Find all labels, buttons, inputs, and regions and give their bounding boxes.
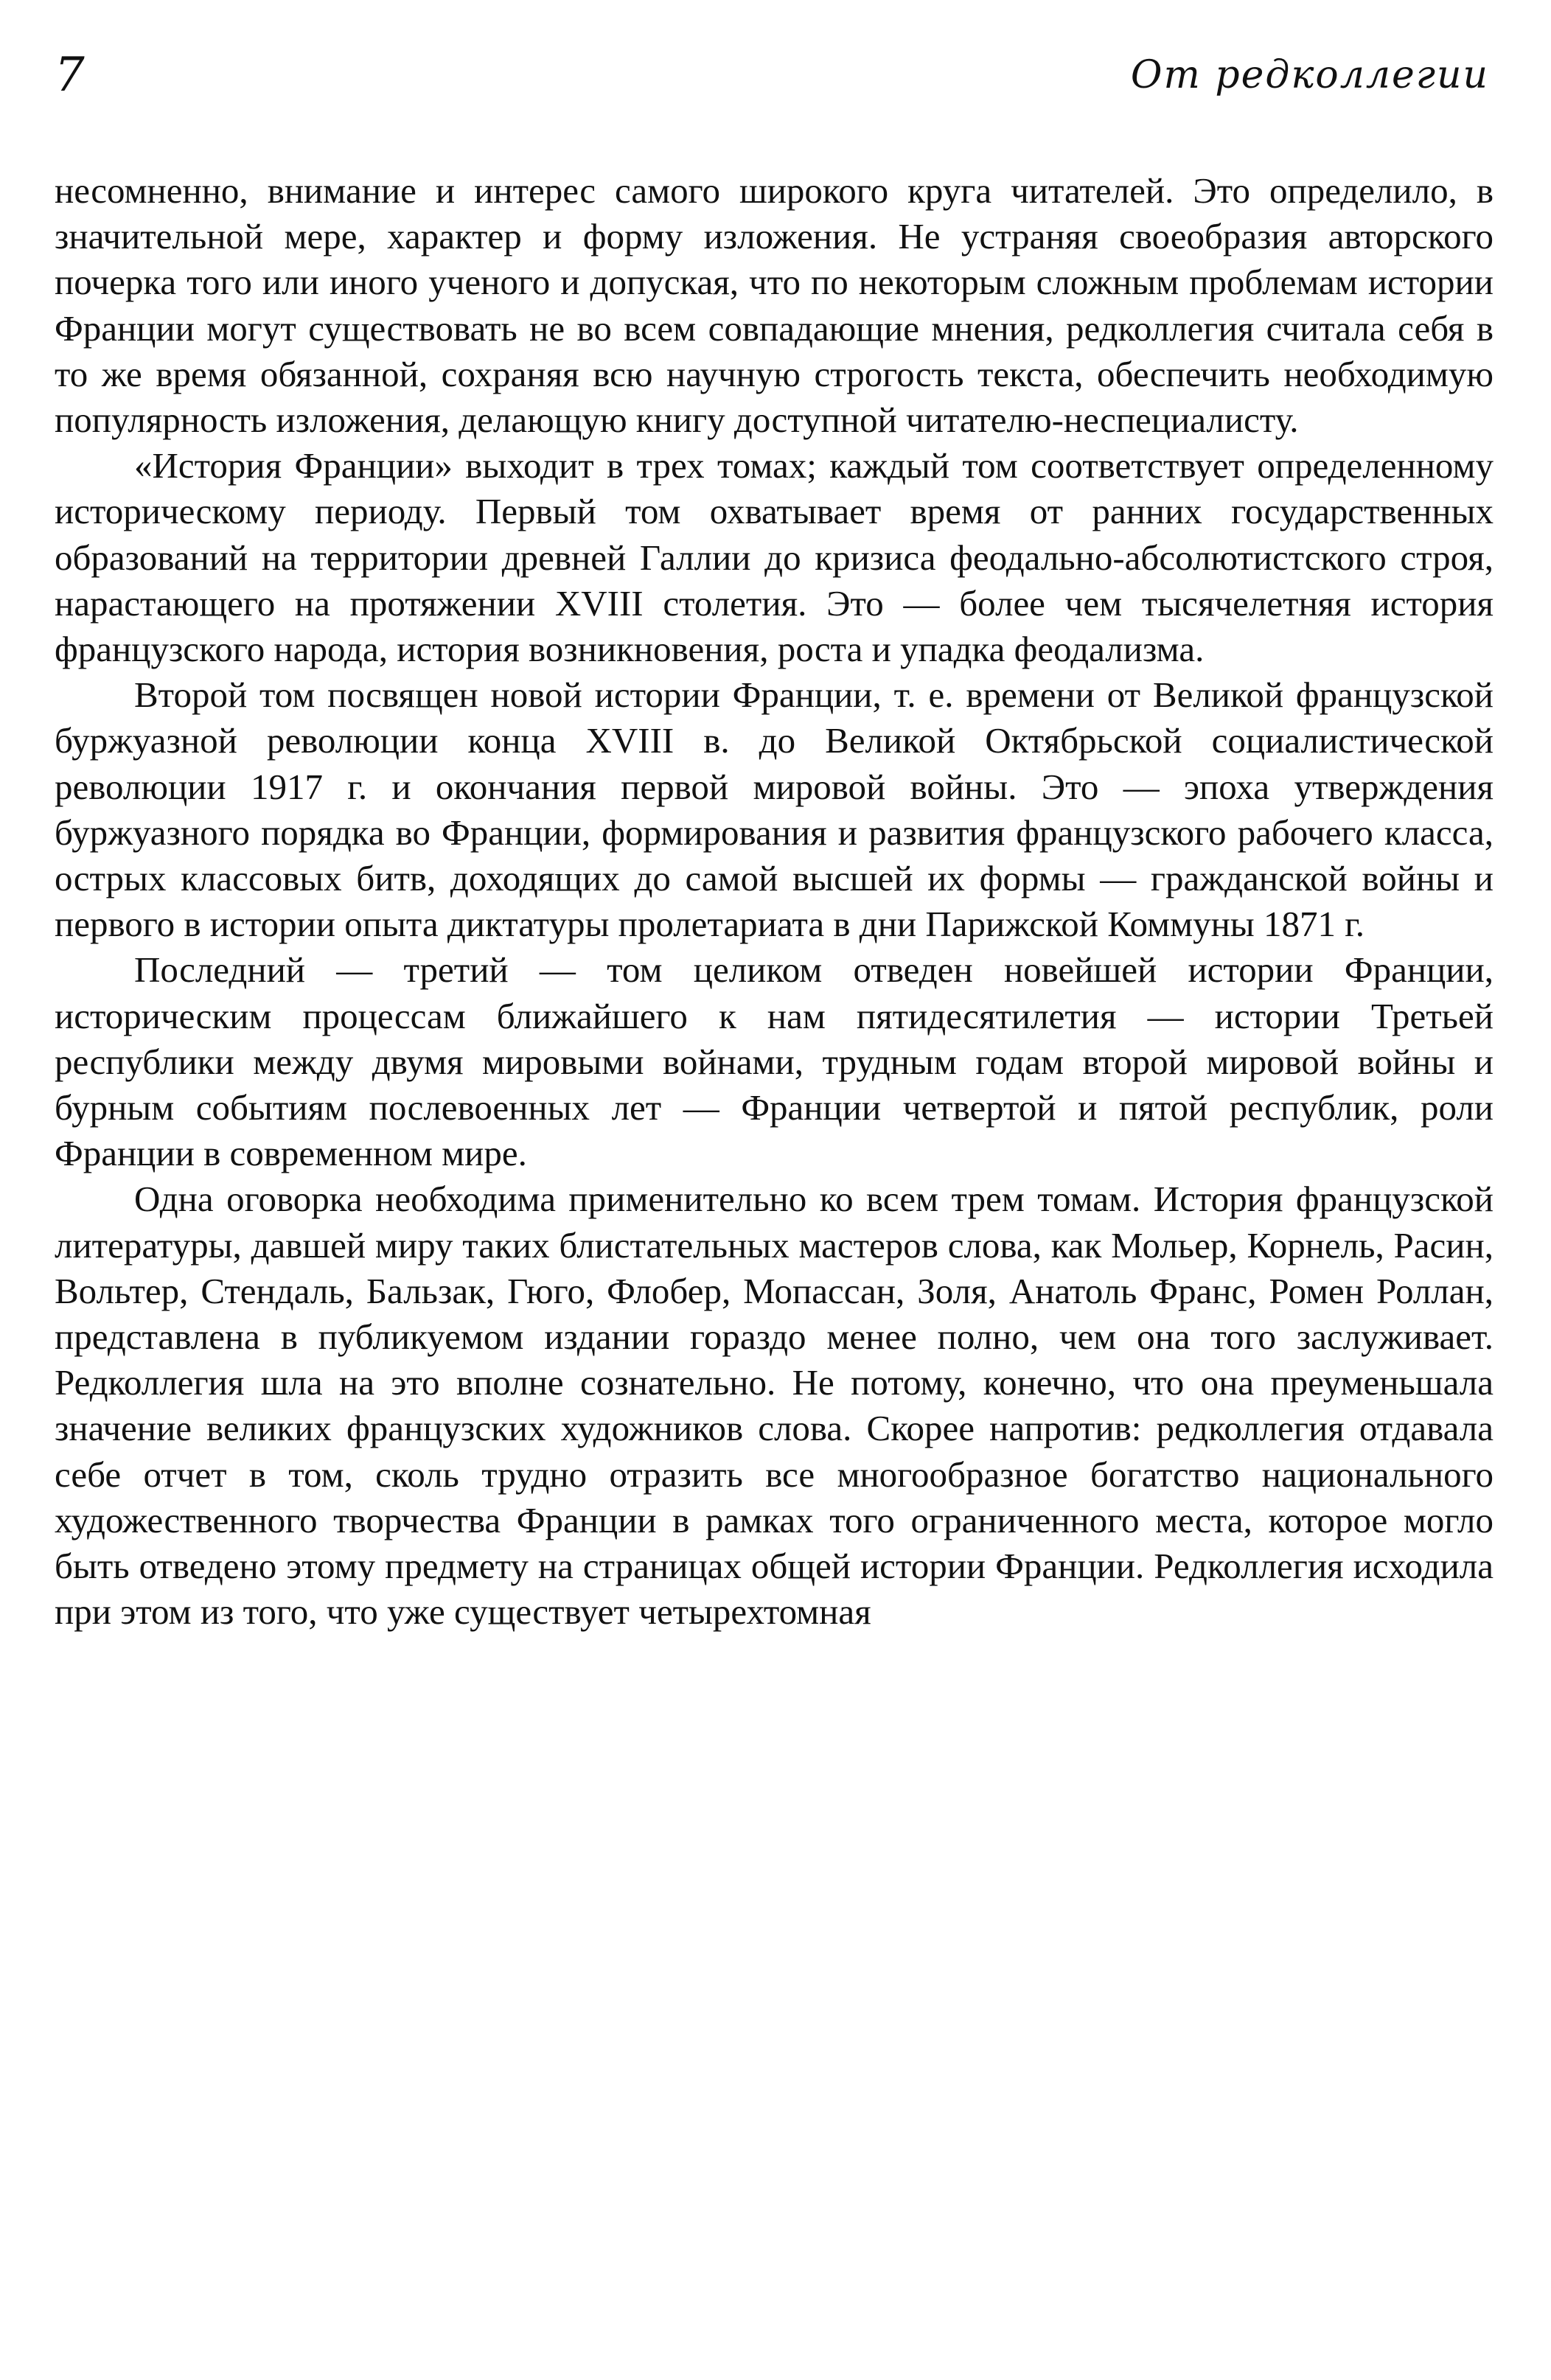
running-head: От редколлегии [1130, 53, 1489, 97]
paragraph-2: «История Франции» выходит в трех томах; каждый том соответствует определенному историческому периоду. Первый том охватывает время от ранних государственных образований на территории древней Галлии до кризиса феодально-абсолютистского строя, нарастающего на протяжении XVIII столетия. Это — более чем тысячелетняя история французского народа, история возникновения, роста и упадка феодализма. [55, 445, 1494, 670]
paragraph-1: несомненно, внимание и интерес самого широкого круга читателей. Это определило, в значительной мере, характер и форму изложения. Не устраняя своеобразия авторского почерка того или иного ученого и допуская, что по некоторым сложным проблемам истории Франции могут существовать не во всем совпадающие мнения, редколлегия считала себя в то же время обязанной, сохраняя всю научную строгость текста, обеспечить необходимую популярность изложения, делающую книгу доступной читателю-неспециалисту. [55, 170, 1494, 441]
paragraph-3: Второй том посвящен новой истории Франции, т. е. времени от Великой французской буржуазной революции конца XVIII в. до Великой Октябрьской социалистической революции 1917 г. и окончания первой мировой войны. Это — эпоха утверждения буржуазного порядка во Франции, формирования и развития французского рабочего класса, острых классовых битв, доходящих до самой высшей их формы — гражданской войны и первого в истории опыта диктатуры пролетариата в дни Парижской Коммуны 1871 г. [55, 674, 1494, 945]
paragraph-4: Последний — третий — том целиком отведен новейшей истории Франции, историческим процессам ближайшего к нам пятидесятилетия — истории Третьей республики между двумя мировыми войнами, трудным годам второй мировой войны и бурным событиям послевоенных лет — Франции четвертой и пятой республик, роли Франции в современном мире. [55, 949, 1494, 1174]
page-number: 7 [55, 48, 85, 102]
body-text [55, 168, 1494, 1636]
paragraph-5: Одна оговорка необходима применительно ко всем трем томам. История французской литературы, давшей миру таких блистательных мастеров слова, как Мольер, Корнель, Расин, Вольтер, Стендаль, Бальзак, Гюго, Флобер, Мопассан, Золя, Анатоль Франс, Ромен Роллан, представлена в публикуемом издании гораздо менее полно, чем она того заслуживает. Редколлегия шла на это вполне сознательно. Не потому, конечно, что она преуменьшала значение великих французских художников слова. Скорее напротив: редколлегия отдавала себе отчет в том, сколь трудно отразить все многообразное богатство национального художественного творчества Франции в рамках того ограниченного места, которое могло быть отведено этому предмету на страницах общей истории Франции. Редколлегия исходила при этом из того, что уже существует четырехтомная [55, 1179, 1494, 1633]
page-header [52, 44, 1489, 125]
